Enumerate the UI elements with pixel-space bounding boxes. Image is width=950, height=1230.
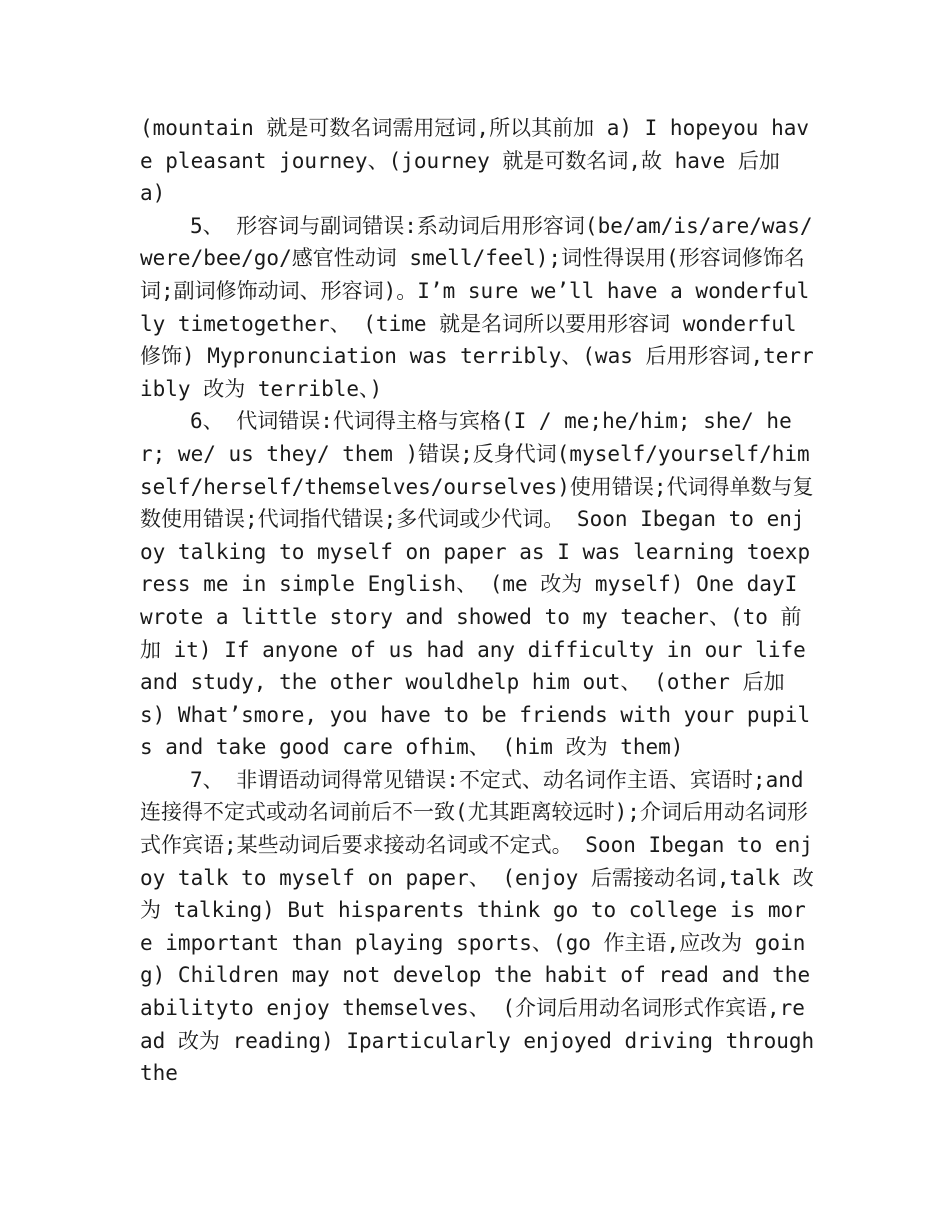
paragraph-article-errors-continued: (mountain 就是可数名词需用冠词,所以其前加 a) I hopeyou have pleasant journey、(journey 就是可数名词,故 have 后加 a) (140, 116, 810, 206)
paragraph-adjective-adverb-errors: 5、 形容词与副词错误:系动词后用形容词(be/am/is/are/was/were/bee/go/感官性动词 smell/feel);词性得误用(形容词修饰名词;副词修饰动词、形容词)。I’m sure we’ll have a wonderfully timetogether、 (time 就是名词所以要用形容词 wonderful 修饰) Mypronunciation was terribly、(was 后用形容词,terribly 改为 terrible、) (140, 213, 814, 401)
document-page (140, 112, 815, 1090)
paragraph-pronoun-errors: 6、 代词错误:代词得主格与宾格(I / me;he/him; she/ her; we/ us they/ them )错误;反身代词(myself/yourself/himself/herself/themselves/ourselves)使用错误;代词得单数与复数使用错误;代词指代错误;多代词或少代词。 Soon Ibegan to enjoy talking to myself on paper as I was learning toexpress me in simple English、 (me 改为 myself) One dayI wrote a little story and showed to my teacher、(to 前加 it) If anyone of us had any difficulty in our life and study, the other wouldhelp him out、 (other 后加 s) What’smore, you have to be friends with your pupils and take good care ofhim、 (him 改为 them) (140, 409, 814, 760)
paragraph-nonfinite-verb-errors: 7、 非谓语动词得常见错误:不定式、动名词作主语、宾语时;and 连接得不定式或动名词前后不一致(尤其距离较远时);介词后用动名词形式作宾语;某些动词后要求接动名词或不定式。 Soon Ibegan to enjoy talk to myself on paper、 (enjoy 后需接动名词,talk 改为 talking) But hisparents think go to college is more important than playing sports、(go 作主语,应改为 going) Children may not develop the habit of read and the abilityto enjoy themselves、 (介词后用动名词形式作宾语,read 改为 reading) Iparticularly enjoyed driving through the (140, 767, 815, 1086)
